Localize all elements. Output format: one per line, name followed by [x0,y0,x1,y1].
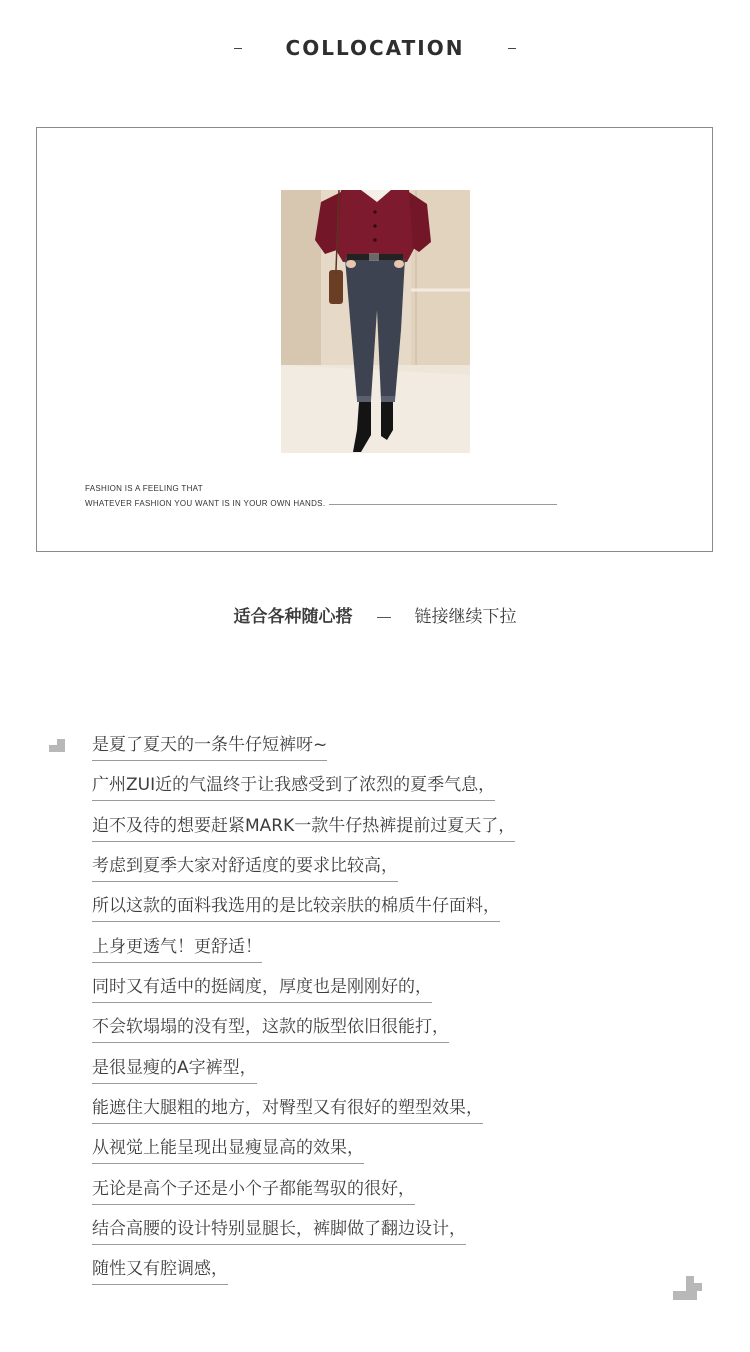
subtitle-separator [377,617,391,618]
section-title: COLLOCATION [285,36,465,60]
model-photo-illustration [281,190,470,453]
description-line: 从视觉上能呈现出显瘦显高的效果， [92,1137,364,1164]
description-line: 广州ZUI近的气温终于让我感受到了浓烈的夏季气息， [92,774,495,801]
description-line: 上身更透气！更舒适！ [92,936,262,963]
tagline-line-1: FASHION IS A FEELING THAT [85,484,203,493]
description-line: 同时又有适中的挺阔度，厚度也是刚刚好的， [92,976,432,1003]
description-line: 是夏了夏天的一条牛仔短裤呀~ [92,734,327,761]
description-line: 考虑到夏季大家对舒适度的要求比较高， [92,855,398,882]
model-photo [281,190,470,453]
description-line: 不会软塌塌的没有型，这款的版型依旧很能打， [92,1016,449,1043]
header-dash-right [508,48,516,49]
description-line: 随性又有腔调感， [92,1258,228,1285]
description-line: 能遮住大腿粗的地方，对臀型又有很好的塑型效果， [92,1097,483,1124]
subtitle-left: 适合各种随心搭 [233,607,353,627]
description-line: 结合高腰的设计特别显腿长，裤脚做了翻边设计， [92,1218,466,1245]
subtitle [0,602,750,627]
header-dash-left [234,48,242,49]
description-line: 是很显瘦的A字裤型， [92,1057,257,1084]
tagline-line-2: WHATEVER FASHION YOU WANT IS IN YOUR OWN HANDS. [85,499,326,508]
description-line: 无论是高个子还是小个子都能驾驭的很好， [92,1178,415,1205]
section-header [0,36,750,60]
description-line: 所以这款的面料我选用的是比较亲肤的棉质牛仔面料， [92,895,500,922]
tagline-rule [329,504,557,505]
subtitle-right: 链接继续下拉 [414,607,517,627]
description-line: 迫不及待的想要赶紧MARK一款牛仔热裤提前过夏天了， [92,815,515,842]
